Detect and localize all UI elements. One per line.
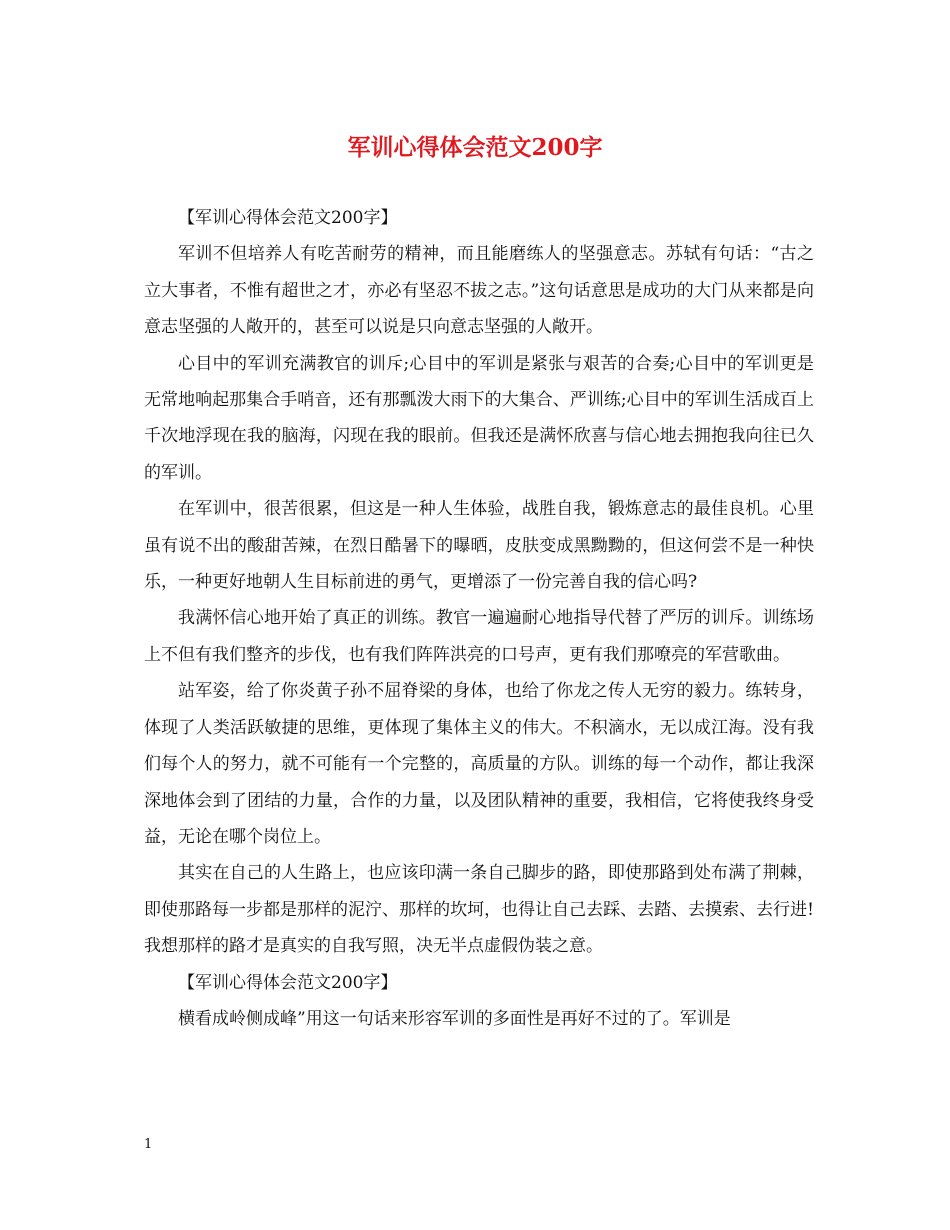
paragraph: 心目中的军训充满教官的训斥;心目中的军训是紧张与艰苦的合奏;心目中的军训更是无常地响起那集合手哨音，还有那瓢泼大雨下的大集合、严训练;心目中的军训生活成百上千次地浮现在我的脑海，闪现在我的眼前。但我还是满怀欣喜与信心地去拥抱我向往已久的军训。 (144, 353, 814, 483)
paragraph: 其实在自己的人生路上，也应该印满一条自己脚步的路，即使那路到处布满了荆棘，即使那路每一步都是那样的泥泞、那样的坎坷，也得让自己去踩、去踏、去摸索、去行进!我想那样的路才是真实的自我写照，决无半点虚假伪装之意。 (144, 863, 814, 957)
paragraph: 【军训心得体会范文200字】 (178, 208, 398, 228)
page-number: 1 (144, 1137, 153, 1152)
paragraph: 【军训心得体会范文200字】 (178, 972, 398, 993)
paragraph: 我满怀信心地开始了真正的训练。教官一遍遍耐心地指导代替了严厉的训斥。训练场上不但有我们整齐的步伐，也有我们阵阵洪亮的口号声，更有我们那嘹亮的军营歌曲。 (144, 608, 814, 665)
document-body (144, 200, 814, 1037)
paragraph: 站军姿，给了你炎黄子孙不屈脊梁的身体，也给了你龙之传人无穷的毅力。练转身，体现了人类活跃敏捷的思维，更体现了集体主义的伟大。不积滴水，无以成江海。没有我们每个人的努力，就不可能有一个完整的，高质量的方队。训练的每一个动作，都让我深深地体会到了团结的力量，合作的力量，以及团队精神的重要，我相信，它将使我终身受益，无论在哪个岗位上。 (144, 681, 814, 847)
paragraph: 横看成岭侧成峰”用这一句话来形容军训的多面性是再好不过的了。军训是 (178, 1008, 731, 1029)
paragraph: 军训不但培养人有吃苦耐劳的精神，而且能磨练人的坚强意志。苏轼有句话：“古之立大事者，不惟有超世之才，亦必有坚忍不拔之志。”这句话意思是成功的大门从来都是向意志坚强的人敞开的，甚至可以说是只向意志坚强的人敞开。 (144, 244, 814, 338)
paragraph: 在军训中，很苦很累，但这是一种人生体验，战胜自我，锻炼意志的最佳良机。心里虽有说不出的酸甜苦辣，在烈日酷暑下的曝晒，皮肤变成黑黝黝的，但这何尝不是一种快乐，一种更好地朝人生目标前进的勇气，更增添了一份完善自我的信心吗? (144, 499, 814, 593)
document-title: 军训心得体会范文200字 (347, 134, 603, 161)
